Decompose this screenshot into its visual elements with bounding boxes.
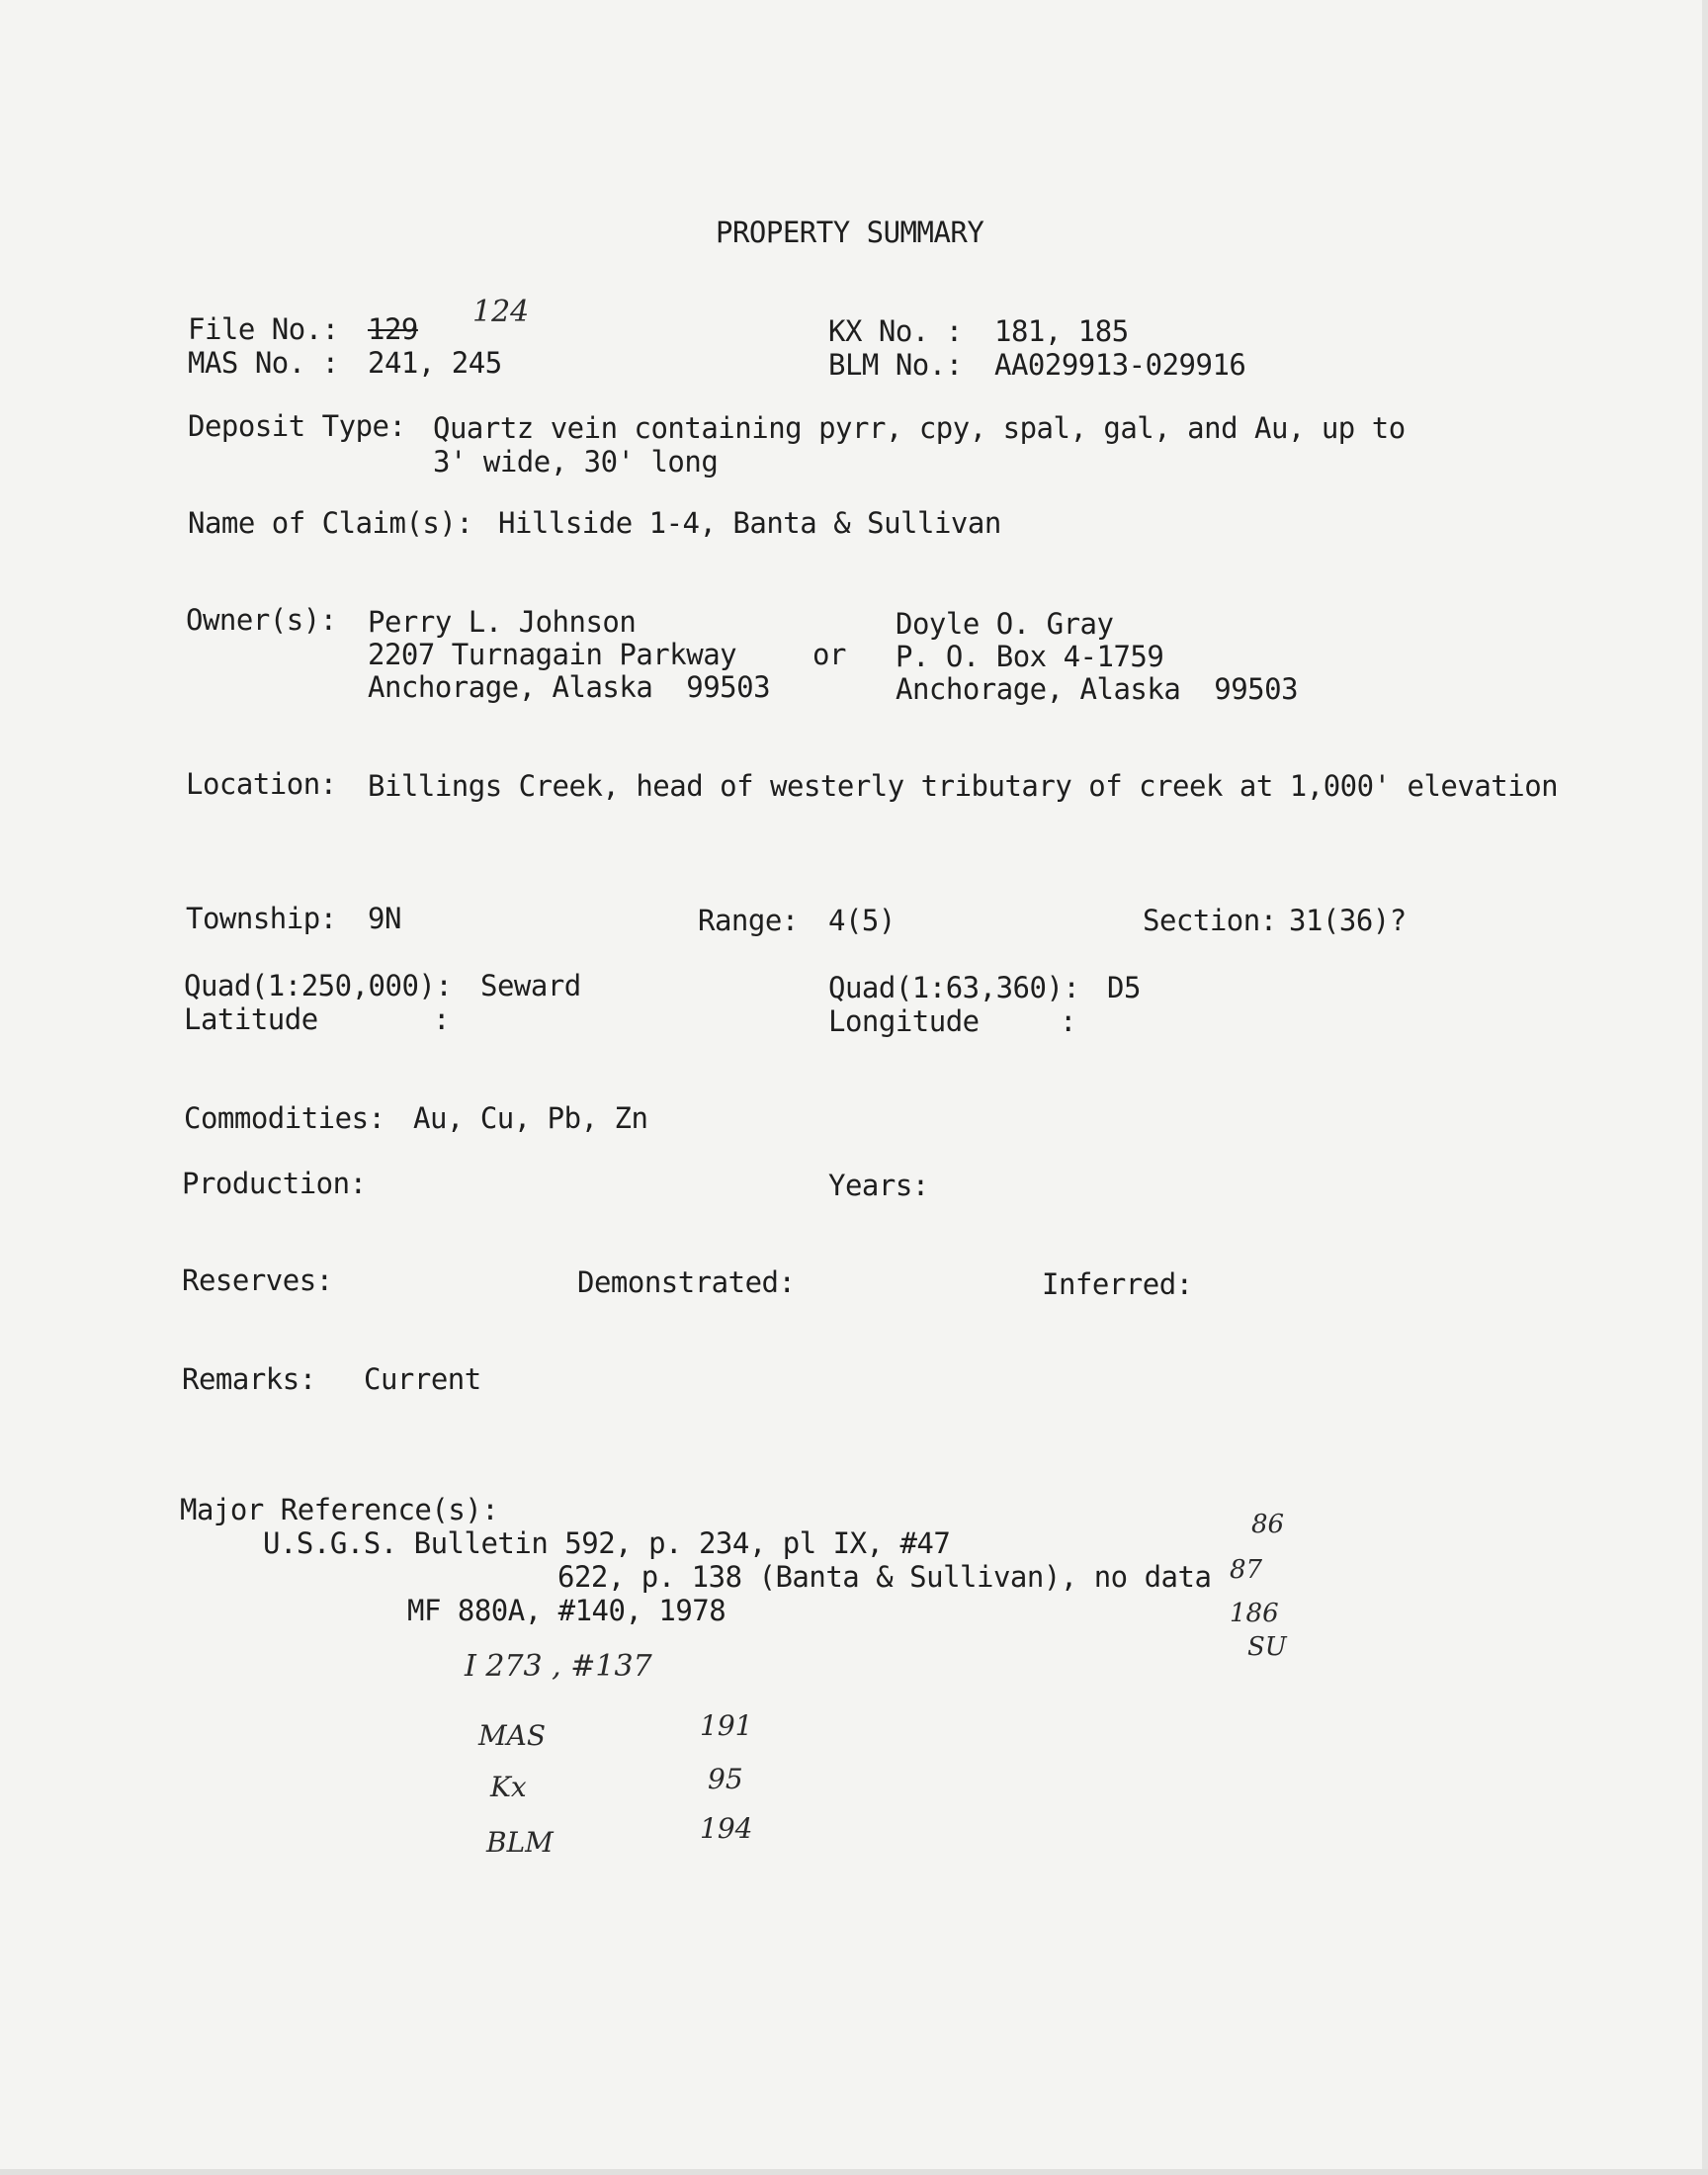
commodities-value: Au, Cu, Pb, Zn [413, 1101, 648, 1135]
handwritten-blm-label: BLM [486, 1826, 554, 1859]
deposit-type-line2: 3' wide, 30' long [433, 445, 719, 478]
quad63-label: Quad(1:63,360): [828, 971, 1080, 1004]
handwritten-mas-value: 191 [700, 1709, 753, 1742]
range-label: Range: [698, 904, 799, 937]
file-no-handwritten: 124 [472, 295, 530, 329]
handwritten-mas-label: MAS [478, 1719, 547, 1752]
quad250-value: Seward [480, 969, 581, 1002]
handwritten-kx-label: Kx [490, 1771, 527, 1803]
inferred-label: Inferred: [1042, 1267, 1193, 1301]
latitude-colon: : [433, 1002, 450, 1036]
handwritten-blm-value: 194 [700, 1812, 753, 1845]
reserves-label: Reserves: [182, 1263, 333, 1297]
page-title: PROPERTY SUMMARY [716, 216, 984, 249]
commodities-label: Commodities: [184, 1101, 385, 1135]
township-value: 9N [368, 902, 401, 935]
page-edge-right [1702, 0, 1708, 2175]
section-label: Section: [1143, 904, 1277, 937]
mas-no-label: MAS No. : [188, 346, 339, 380]
quad250-label: Quad(1:250,000): [184, 969, 453, 1002]
file-no-label: File No.: [188, 312, 339, 346]
owner2-city: Anchorage, Alaska 99503 [896, 672, 1299, 706]
demonstrated-label: Demonstrated: [577, 1265, 796, 1299]
section-value: 31(36)? [1289, 904, 1407, 937]
handwritten-margin-3: 186 [1230, 1599, 1279, 1628]
owner2-address: P. O. Box 4-1759 [896, 640, 1164, 673]
owners-label: Owner(s): [186, 603, 337, 637]
longitude-colon: : [1060, 1004, 1076, 1038]
file-no-old: 129 [368, 312, 418, 346]
claims-value: Hillside 1-4, Banta & Sullivan [498, 506, 1001, 540]
longitude-label: Longitude [828, 1004, 980, 1038]
owner2-name: Doyle O. Gray [896, 607, 1114, 641]
reference-line-3: MF 880A, #140, 1978 [407, 1594, 726, 1627]
blm-no-value: AA029913-029916 [994, 348, 1246, 382]
township-label: Township: [186, 902, 337, 935]
location-label: Location: [186, 767, 337, 801]
reference-line-1: U.S.G.S. Bulletin 592, p. 234, pl IX, #47 [263, 1526, 951, 1560]
range-value: 4(5) [828, 904, 896, 937]
deposit-type-line1: Quartz vein containing pyrr, cpy, spal, gal, and Au, up to [433, 411, 1406, 445]
deposit-type-label: Deposit Type: [188, 409, 406, 443]
quad63-value: D5 [1107, 971, 1141, 1004]
remarks-value: Current [364, 1362, 481, 1396]
location-value: Billings Creek, head of westerly tributary of creek at 1,000' elevation [368, 769, 1559, 803]
owner1-address: 2207 Turnagain Parkway [368, 638, 737, 671]
handwritten-margin-2: 87 [1230, 1555, 1263, 1585]
claims-label: Name of Claim(s): [188, 506, 473, 540]
remarks-label: Remarks: [182, 1362, 316, 1396]
kx-no-label: KX No. : [828, 314, 963, 348]
kx-no-value: 181, 185 [994, 314, 1129, 348]
years-label: Years: [828, 1169, 929, 1202]
handwritten-kx-value: 95 [708, 1763, 743, 1795]
owners-or: or [812, 638, 846, 671]
page-edge-bottom [0, 2169, 1708, 2175]
handwritten-margin-4: SU [1247, 1632, 1287, 1662]
handwritten-margin-1: 86 [1251, 1510, 1285, 1539]
reference-line-2: 622, p. 138 (Banta & Sullivan), no data [557, 1560, 1212, 1594]
handwritten-ref-note: I 273 , #137 [465, 1649, 652, 1684]
owner1-name: Perry L. Johnson [368, 605, 637, 639]
latitude-label: Latitude [184, 1002, 318, 1036]
production-label: Production: [182, 1167, 367, 1200]
blm-no-label: BLM No.: [828, 348, 963, 382]
references-label: Major Reference(s): [180, 1493, 499, 1526]
mas-no-value: 241, 245 [368, 346, 502, 380]
owner1-city: Anchorage, Alaska 99503 [368, 670, 771, 704]
